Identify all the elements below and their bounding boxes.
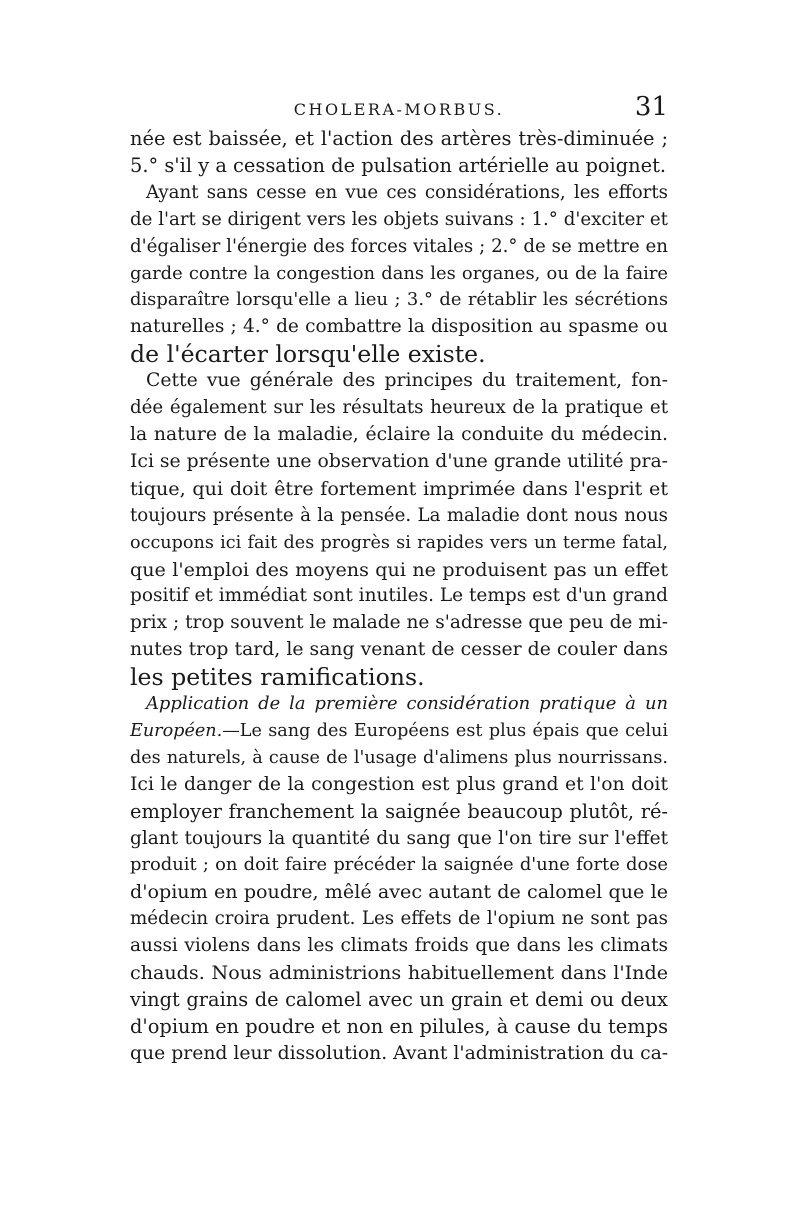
page-header bbox=[130, 92, 668, 126]
section-heading-end: Européen. bbox=[130, 720, 223, 741]
text-line: disparaître lorsqu'elle a lieu ; 3.° de rétablir les sécrétions bbox=[130, 289, 668, 311]
text-line: employer franchement la saignée beaucoup plutôt, ré- bbox=[130, 799, 668, 823]
text-line: chauds. Nous administrions habituellement dans l'Inde bbox=[130, 961, 668, 985]
paragraph-1 bbox=[130, 126, 668, 180]
text-line: prix ; trop souvent le malade ne s'adresse que peu de mi- bbox=[130, 612, 668, 634]
text-line: d'opium en poudre et non en pilules, à cause du temps bbox=[130, 1014, 669, 1038]
text-line bbox=[130, 718, 668, 745]
text-line: des naturels, à cause de l'usage d'alimens plus nourrissans. bbox=[130, 747, 668, 768]
text-line: les petites ramifications. bbox=[130, 663, 425, 692]
paragraph-3 bbox=[130, 368, 668, 691]
running-title: CHOLERA-MORBUS. bbox=[293, 100, 505, 119]
text-line: Ici le danger de la congestion est plus grand et l'on doit bbox=[130, 773, 668, 795]
text-line: que prend leur dissolution. Avant l'administration du ca- bbox=[130, 1042, 669, 1064]
text-line: de l'écarter lorsqu'elle existe. bbox=[130, 340, 486, 369]
text-line: née est baissée, et l'action des artères très-diminuée ; bbox=[130, 127, 668, 150]
text-line: médecin croira prudent. Les effets de l'opium ne sont pas bbox=[130, 908, 668, 930]
text-line: d'opium en poudre, mêlé avec autant de calomel que le bbox=[130, 880, 668, 904]
text-line: positif et immédiat sont inutiles. Le temps est d'un grand bbox=[130, 585, 668, 607]
text-line: Ayant sans cesse en vue ces considérations, les efforts bbox=[146, 181, 668, 203]
text-line: occupons ici fait des progrès si rapides vers un terme fatal, bbox=[130, 532, 668, 553]
section-heading: Application de la première considération pratique à un bbox=[146, 693, 668, 715]
text-line: vingt grains de calomel avec un grain et demi ou deux bbox=[130, 988, 668, 1011]
text-line: la nature de la maladie, éclaire la conduite du médecin. bbox=[130, 423, 668, 445]
text-line: 5.° s'il y a cessation de pulsation artérielle au poignet. bbox=[130, 153, 667, 177]
text-line: produit ; on doit faire précéder la saignée d'une forte dose bbox=[130, 854, 668, 876]
text-line: glant toujours la quantité du sang que l'on tire sur l'effet bbox=[130, 827, 668, 849]
text-line: nutes trop tard, le sang venant de cesser de couler dans bbox=[130, 639, 668, 661]
text-line: toujours présente à la pensée. La maladie dont nous nous bbox=[130, 504, 668, 526]
text-line: dée également sur les résultats heureux de la pratique et bbox=[130, 397, 668, 419]
text-line: tique, qui doit être fortement imprimée dans l'esprit et bbox=[130, 476, 668, 500]
body-text bbox=[130, 126, 668, 1068]
text-line: naturelles ; 4.° de combattre la disposition au spasme ou bbox=[130, 316, 668, 338]
page-number: 31 bbox=[634, 92, 668, 122]
text-line: que l'emploi des moyens qui ne produisent pas un effet bbox=[130, 557, 668, 581]
text-line: garde contre la congestion dans les organes, ou de la faire bbox=[130, 262, 668, 284]
text-line: Cette vue générale des principes du traitement, fon- bbox=[146, 370, 668, 392]
text-line: de l'art se dirigent vers les objets suivans : 1.° d'exciter et bbox=[130, 208, 668, 230]
paragraph-2 bbox=[130, 180, 668, 368]
text-line: Ici se présente une observation d'une grande utilité pra- bbox=[130, 450, 669, 472]
paragraph-4 bbox=[130, 691, 668, 1068]
text-fragment: —Le sang des Européens est plus épais que celui bbox=[222, 720, 668, 741]
text-line: aussi violens dans les climats froids que dans les climats bbox=[130, 935, 668, 957]
text-line: d'égaliser l'énergie des forces vitales ; 2.° de se mettre en bbox=[130, 235, 668, 257]
